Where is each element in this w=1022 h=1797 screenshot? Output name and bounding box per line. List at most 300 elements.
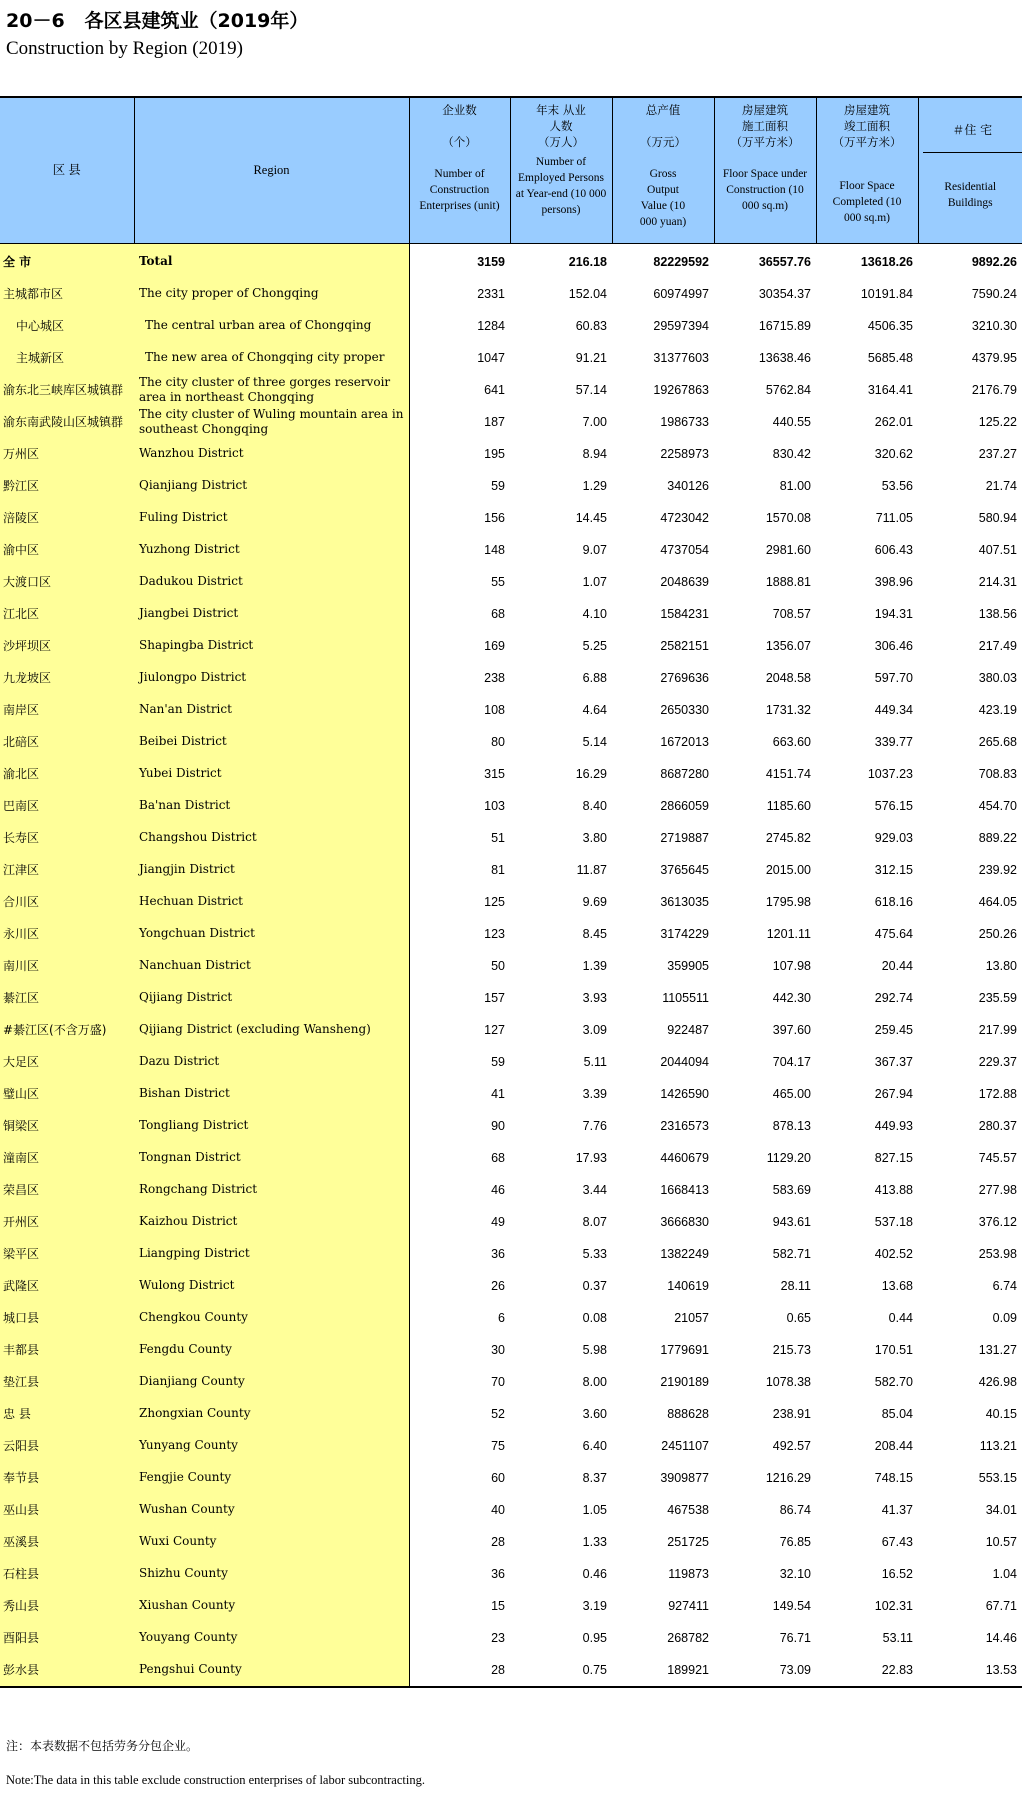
residential-cell: 553.15 (978, 1470, 1017, 1485)
table-row (0, 918, 1022, 950)
region-en-cell: Xiushan County (134, 1590, 409, 1622)
enterprises-cell: 55 (491, 574, 505, 589)
header-enterprises-en: Number of Construction Enterprises (unit) (419, 168, 500, 212)
employed-cell: 8.94 (582, 446, 607, 461)
completed-cell: 5685.48 (867, 350, 913, 365)
region-cn-cell: 主城新区 (0, 342, 134, 374)
header-region-en: Region (134, 97, 409, 243)
region-cn-cell: 沙坪坝区 (0, 630, 134, 662)
under-construction-cell: 708.57 (772, 606, 811, 621)
region-en-cell: The city cluster of three gorges reservoir area in northeast Chongqing (134, 374, 409, 406)
under-construction-cell: 16715.89 (758, 318, 811, 333)
under-construction-cell: 215.73 (772, 1342, 811, 1357)
employed-cell: 5.11 (583, 1054, 607, 1069)
employed-cell: 1.29 (582, 478, 607, 493)
under-construction-cell: 878.13 (772, 1118, 811, 1133)
residential-cell: 235.59 (978, 990, 1017, 1005)
output-cell: 1426590 (660, 1086, 709, 1101)
enterprises-cell: 68 (491, 1150, 505, 1165)
enterprises-cell: 641 (484, 382, 505, 397)
table-row (0, 438, 1022, 470)
residential-cell: 2176.79 (971, 382, 1017, 397)
table-row (0, 1430, 1022, 1462)
residential-cell: 40.15 (985, 1406, 1017, 1421)
enterprises-cell: 125 (484, 894, 505, 909)
output-cell: 4723042 (660, 510, 709, 525)
under-construction-cell: 149.54 (772, 1598, 811, 1613)
residential-cell: 277.98 (978, 1182, 1017, 1197)
output-cell: 2258973 (660, 446, 709, 461)
region-cn-cell: 大渡口区 (0, 566, 134, 598)
under-construction-cell: 2981.60 (765, 542, 811, 557)
region-cn-cell: 城口县 (0, 1302, 134, 1334)
table-row (0, 1270, 1022, 1302)
table-row (0, 1398, 1022, 1430)
employed-cell: 0.37 (582, 1278, 607, 1293)
employed-cell: 216.18 (568, 254, 607, 269)
header-completed-en: Floor Space Completed (10 000 sq.m) (832, 180, 902, 224)
region-en-cell: Shapingba District (134, 630, 409, 662)
region-cn-cell: 永川区 (0, 918, 134, 950)
under-construction-cell: 943.61 (772, 1214, 811, 1229)
employed-cell: 5.98 (582, 1342, 607, 1357)
residential-cell: 172.88 (978, 1086, 1017, 1101)
output-cell: 29597394 (653, 318, 709, 333)
residential-cell: 6.74 (992, 1278, 1017, 1293)
residential-cell: 580.94 (978, 510, 1017, 525)
enterprises-cell: 15 (491, 1598, 505, 1613)
table-row (0, 950, 1022, 982)
region-cn-cell: 奉节县 (0, 1462, 134, 1494)
region-en-cell: Qijiang District (excluding Wansheng) (134, 1014, 409, 1046)
employed-cell: 9.07 (582, 542, 607, 557)
enterprises-cell: 103 (484, 798, 505, 813)
region-cn-cell: 铜梁区 (0, 1110, 134, 1142)
residential-cell: 423.19 (978, 702, 1017, 717)
header-residential-en: Residential Buildings (944, 181, 997, 209)
enterprises-cell: 36 (491, 1246, 505, 1261)
region-en-cell: Wulong District (134, 1270, 409, 1302)
residential-cell: 214.31 (978, 574, 1017, 589)
residential-cell: 237.27 (978, 446, 1017, 461)
region-cn-cell: 石柱县 (0, 1558, 134, 1590)
completed-cell: 398.96 (874, 574, 913, 589)
enterprises-cell: 41 (491, 1086, 505, 1101)
region-cn-cell: 武隆区 (0, 1270, 134, 1302)
completed-cell: 292.74 (874, 990, 913, 1005)
enterprises-cell: 51 (491, 830, 505, 845)
output-cell: 4737054 (660, 542, 709, 557)
region-cn-cell: #綦江区(不含万盛) (0, 1014, 134, 1046)
table-row (0, 342, 1022, 374)
region-en-cell: Wanzhou District (134, 438, 409, 470)
region-cn-cell: 云阳县 (0, 1430, 134, 1462)
table-row (0, 694, 1022, 726)
table-row (0, 822, 1022, 854)
region-en-cell: The city cluster of Wuling mountain area in southeast Chongqing (134, 406, 409, 438)
employed-cell: 4.64 (582, 702, 607, 717)
table-row (0, 662, 1022, 694)
output-cell: 3666830 (660, 1214, 709, 1229)
region-en-cell: Nan'an District (134, 694, 409, 726)
header-region-cn: 区 县 (0, 97, 134, 243)
table-row (0, 502, 1022, 534)
residential-cell: 229.37 (978, 1054, 1017, 1069)
table-row (0, 243, 1022, 278)
output-cell: 8687280 (660, 766, 709, 781)
region-cn-cell: 涪陵区 (0, 502, 134, 534)
employed-cell: 3.19 (582, 1598, 607, 1613)
enterprises-cell: 49 (491, 1214, 505, 1229)
employed-cell: 16.29 (575, 766, 607, 781)
under-construction-cell: 1731.32 (765, 702, 811, 717)
enterprises-cell: 68 (491, 606, 505, 621)
employed-cell: 1.39 (582, 958, 607, 973)
output-cell: 1779691 (660, 1342, 709, 1357)
residential-cell: 745.57 (978, 1150, 1017, 1165)
under-construction-cell: 582.71 (772, 1246, 811, 1261)
region-en-cell: Nanchuan District (134, 950, 409, 982)
region-en-cell: Changshou District (134, 822, 409, 854)
output-cell: 19267863 (653, 382, 709, 397)
enterprises-cell: 59 (491, 478, 505, 493)
employed-cell: 4.10 (582, 606, 607, 621)
table-row (0, 1654, 1022, 1687)
residential-cell: 14.46 (985, 1630, 1017, 1645)
under-construction-cell: 28.11 (780, 1278, 811, 1293)
completed-cell: 53.11 (882, 1630, 913, 1645)
employed-cell: 5.14 (582, 734, 607, 749)
employed-cell: 1.33 (582, 1534, 607, 1549)
enterprises-cell: 30 (491, 1342, 505, 1357)
under-construction-cell: 1216.29 (765, 1470, 811, 1485)
header-row (0, 97, 1022, 243)
completed-cell: 262.01 (874, 414, 913, 429)
residential-cell: 407.51 (978, 542, 1017, 557)
table-row (0, 1622, 1022, 1654)
output-cell: 60974997 (653, 286, 709, 301)
residential-cell: 13.80 (985, 958, 1017, 973)
under-construction-cell: 1795.98 (765, 894, 811, 909)
completed-cell: 449.93 (874, 1118, 913, 1133)
enterprises-cell: 169 (484, 638, 505, 653)
completed-cell: 194.31 (874, 606, 913, 621)
table-row (0, 1142, 1022, 1174)
employed-cell: 5.25 (582, 638, 607, 653)
enterprises-cell: 148 (484, 542, 505, 557)
under-construction-cell: 2015.00 (765, 862, 811, 877)
residential-cell: 4379.95 (971, 350, 1017, 365)
region-en-cell: Fengjie County (134, 1462, 409, 1494)
region-en-cell: Beibei District (134, 726, 409, 758)
under-construction-cell: 2048.58 (765, 670, 811, 685)
residential-cell: 889.22 (978, 830, 1017, 845)
output-cell: 2316573 (660, 1118, 709, 1133)
employed-cell: 3.93 (582, 990, 607, 1005)
region-en-cell: Qianjiang District (134, 470, 409, 502)
employed-cell: 1.05 (582, 1502, 607, 1517)
header-completed (816, 97, 918, 243)
under-construction-cell: 1078.38 (765, 1374, 811, 1389)
residential-cell: 113.21 (979, 1438, 1017, 1453)
region-en-cell: The new area of Chongqing city proper (134, 342, 409, 374)
residential-cell: 454.70 (978, 798, 1017, 813)
region-cn-cell: 巫溪县 (0, 1526, 134, 1558)
completed-cell: 259.45 (874, 1022, 913, 1037)
employed-cell: 60.83 (575, 318, 607, 333)
completed-cell: 170.51 (874, 1342, 913, 1357)
region-cn-cell: 大足区 (0, 1046, 134, 1078)
residential-cell: 265.68 (978, 734, 1017, 749)
region-cn-cell: 璧山区 (0, 1078, 134, 1110)
table-row (0, 1206, 1022, 1238)
under-construction-cell: 238.91 (772, 1406, 811, 1421)
completed-cell: 67.43 (881, 1534, 913, 1549)
region-en-cell: Yuzhong District (134, 534, 409, 566)
employed-cell: 8.37 (582, 1470, 607, 1485)
header-employed-cn: 年末 从业人数 (536, 103, 586, 133)
output-cell: 3765645 (660, 862, 709, 877)
region-en-cell: The central urban area of Chongqing (134, 310, 409, 342)
region-cn-cell: 主城都市区 (0, 278, 134, 310)
region-en-cell: Bishan District (134, 1078, 409, 1110)
header-output (612, 97, 714, 243)
completed-cell: 597.70 (874, 670, 913, 685)
header-employed (510, 97, 612, 243)
header-employed-unit: （万人） (538, 135, 584, 149)
page-title-cn: 20－6 各区县建筑业（2019年） (6, 10, 309, 32)
output-cell: 340126 (667, 478, 709, 493)
region-cn-cell: 丰都县 (0, 1334, 134, 1366)
enterprises-cell: 23 (491, 1630, 505, 1645)
under-construction-cell: 1201.11 (766, 926, 811, 941)
residential-cell: 9892.26 (971, 254, 1017, 269)
region-cn-cell: 綦江区 (0, 982, 134, 1014)
output-cell: 2044094 (660, 1054, 709, 1069)
region-cn-cell: 渝北区 (0, 758, 134, 790)
completed-cell: 827.15 (874, 1150, 913, 1165)
output-cell: 3174229 (660, 926, 709, 941)
enterprises-cell: 195 (484, 446, 505, 461)
enterprises-cell: 40 (491, 1502, 505, 1517)
table-row (0, 1334, 1022, 1366)
header-enterprises-cn: 企业数 (442, 103, 477, 117)
table-row (0, 1078, 1022, 1110)
completed-cell: 4506.35 (867, 318, 913, 333)
region-cn-cell: 梁平区 (0, 1238, 134, 1270)
employed-cell: 3.09 (582, 1022, 607, 1037)
region-en-cell: Dazu District (134, 1046, 409, 1078)
under-construction-cell: 465.00 (772, 1086, 811, 1101)
residential-cell: 7590.24 (971, 286, 1017, 301)
table-row (0, 726, 1022, 758)
under-construction-cell: 5762.84 (765, 382, 811, 397)
region-en-cell: Fuling District (134, 502, 409, 534)
enterprises-cell: 90 (491, 1118, 505, 1133)
completed-cell: 102.31 (874, 1598, 913, 1613)
under-construction-cell: 36557.76 (758, 254, 811, 269)
table-row (0, 1494, 1022, 1526)
enterprises-cell: 50 (491, 958, 505, 973)
output-cell: 467538 (667, 1502, 709, 1517)
table-row (0, 534, 1022, 566)
enterprises-cell: 1047 (477, 350, 505, 365)
residential-cell: 34.01 (985, 1502, 1017, 1517)
output-cell: 2190189 (660, 1374, 709, 1389)
region-cn-cell: 潼南区 (0, 1142, 134, 1174)
under-construction-cell: 663.60 (772, 734, 811, 749)
table-row (0, 886, 1022, 918)
table-row (0, 1174, 1022, 1206)
region-cn-cell: 渝东南武陵山区城镇群 (0, 406, 134, 438)
completed-cell: 1037.23 (867, 766, 913, 781)
region-cn-cell: 南岸区 (0, 694, 134, 726)
residential-cell: 239.92 (978, 862, 1017, 877)
output-cell: 2048639 (660, 574, 709, 589)
completed-cell: 618.16 (874, 894, 913, 909)
header-under-construction-cn: 房屋建筑 施工面积 (742, 103, 788, 133)
under-construction-cell: 704.17 (772, 1054, 811, 1069)
residential-cell: 0.09 (992, 1310, 1017, 1325)
output-cell: 1584231 (660, 606, 709, 621)
completed-cell: 20.44 (881, 958, 913, 973)
enterprises-cell: 238 (484, 670, 505, 685)
table-row (0, 1590, 1022, 1622)
page-title-en: Construction by Region (2019) (6, 38, 243, 59)
enterprises-cell: 156 (484, 510, 505, 525)
under-construction-cell: 492.57 (772, 1438, 811, 1453)
region-en-cell: Youyang County (134, 1622, 409, 1654)
table-row (0, 790, 1022, 822)
completed-cell: 0.44 (888, 1310, 913, 1325)
region-en-cell: Dianjiang County (134, 1366, 409, 1398)
region-en-cell: Kaizhou District (134, 1206, 409, 1238)
residential-cell: 67.71 (985, 1598, 1017, 1613)
employed-cell: 0.46 (582, 1566, 607, 1581)
under-construction-cell: 81.00 (779, 478, 811, 493)
output-cell: 2866059 (660, 798, 709, 813)
completed-cell: 582.70 (874, 1374, 913, 1389)
residential-cell: 13.53 (985, 1662, 1017, 1677)
header-residential (918, 97, 1022, 243)
under-construction-cell: 0.65 (786, 1310, 811, 1325)
region-en-cell: Total (134, 243, 409, 278)
enterprises-cell: 70 (491, 1374, 505, 1389)
output-cell: 268782 (667, 1630, 709, 1645)
residential-cell: 250.26 (978, 926, 1017, 941)
enterprises-cell: 75 (491, 1438, 505, 1453)
table-row (0, 406, 1022, 438)
completed-cell: 449.34 (874, 702, 913, 717)
table-row (0, 1462, 1022, 1494)
residential-cell: 376.12 (978, 1214, 1017, 1229)
region-en-cell: Rongchang District (134, 1174, 409, 1206)
completed-cell: 606.43 (874, 542, 913, 557)
residential-cell: 125.22 (978, 414, 1017, 429)
output-cell: 119873 (668, 1566, 709, 1581)
under-construction-cell: 1356.07 (765, 638, 811, 653)
region-en-cell: The city proper of Chongqing (134, 278, 409, 310)
construction-table (0, 96, 1022, 1688)
employed-cell: 0.95 (582, 1630, 607, 1645)
output-cell: 31377603 (653, 350, 709, 365)
employed-cell: 14.45 (575, 510, 607, 525)
region-en-cell: Tongliang District (134, 1110, 409, 1142)
enterprises-cell: 6 (498, 1310, 505, 1325)
region-cn-cell: 巫山县 (0, 1494, 134, 1526)
employed-cell: 5.33 (582, 1246, 607, 1261)
enterprises-cell: 1284 (477, 318, 505, 333)
table-row (0, 1558, 1022, 1590)
enterprises-cell: 52 (491, 1406, 505, 1421)
under-construction-cell: 442.30 (772, 990, 811, 1005)
region-en-cell: Yunyang County (134, 1430, 409, 1462)
region-cn-cell: 江北区 (0, 598, 134, 630)
completed-cell: 320.62 (874, 446, 913, 461)
region-en-cell: Dadukou District (134, 566, 409, 598)
enterprises-cell: 36 (491, 1566, 505, 1581)
output-cell: 4460679 (660, 1150, 709, 1165)
completed-cell: 22.83 (881, 1662, 913, 1677)
header-employed-en: Number of Employed Persons at Year-end (10 000 persons) (515, 156, 607, 216)
output-cell: 2582151 (660, 638, 709, 653)
table-row (0, 278, 1022, 310)
region-en-cell: Jiangjin District (134, 854, 409, 886)
under-construction-cell: 830.42 (772, 446, 811, 461)
region-en-cell: Tongnan District (134, 1142, 409, 1174)
residential-cell: 380.03 (978, 670, 1017, 685)
region-en-cell: Yubei District (134, 758, 409, 790)
header-output-en: Gross Output Value (10 000 yuan) (639, 168, 687, 228)
employed-cell: 91.21 (575, 350, 607, 365)
employed-cell: 3.44 (582, 1182, 607, 1197)
region-en-cell: Shizhu County (134, 1558, 409, 1590)
employed-cell: 0.75 (582, 1662, 607, 1677)
enterprises-cell: 46 (491, 1182, 505, 1197)
employed-cell: 152.04 (568, 286, 607, 301)
under-construction-cell: 440.55 (772, 414, 811, 429)
table-row (0, 1238, 1022, 1270)
residential-cell: 708.83 (978, 766, 1017, 781)
header-enterprises (409, 97, 510, 243)
output-cell: 2719887 (660, 830, 709, 845)
output-cell: 3909877 (660, 1470, 709, 1485)
region-cn-cell: 江津区 (0, 854, 134, 886)
header-under-construction-en: Floor Space under Construction (10 000 sq.m) (722, 168, 808, 212)
completed-cell: 53.56 (881, 478, 913, 493)
region-cn-cell: 长寿区 (0, 822, 134, 854)
region-cn-cell: 渝东北三峡库区城镇群 (0, 374, 134, 406)
residential-cell: 1.04 (992, 1566, 1017, 1581)
employed-cell: 17.93 (575, 1150, 607, 1165)
enterprises-cell: 81 (491, 862, 505, 877)
header-output-unit: （万元） (640, 135, 686, 149)
region-cn-cell: 北碚区 (0, 726, 134, 758)
output-cell: 251725 (667, 1534, 709, 1549)
region-cn-cell: 黔江区 (0, 470, 134, 502)
header-enterprises-unit: （个） (442, 135, 477, 149)
completed-cell: 312.15 (874, 862, 913, 877)
output-cell: 3613035 (660, 894, 709, 909)
note-cn: 注：本表数据不包括劳务分包企业。 (6, 1739, 199, 1753)
output-cell: 2769636 (660, 670, 709, 685)
header-completed-unit: （万平方米） (832, 135, 902, 149)
completed-cell: 267.94 (874, 1086, 913, 1101)
residential-cell: 280.37 (978, 1118, 1017, 1133)
employed-cell: 7.76 (582, 1118, 607, 1133)
enterprises-cell: 2331 (477, 286, 505, 301)
output-cell: 82229592 (653, 254, 709, 269)
